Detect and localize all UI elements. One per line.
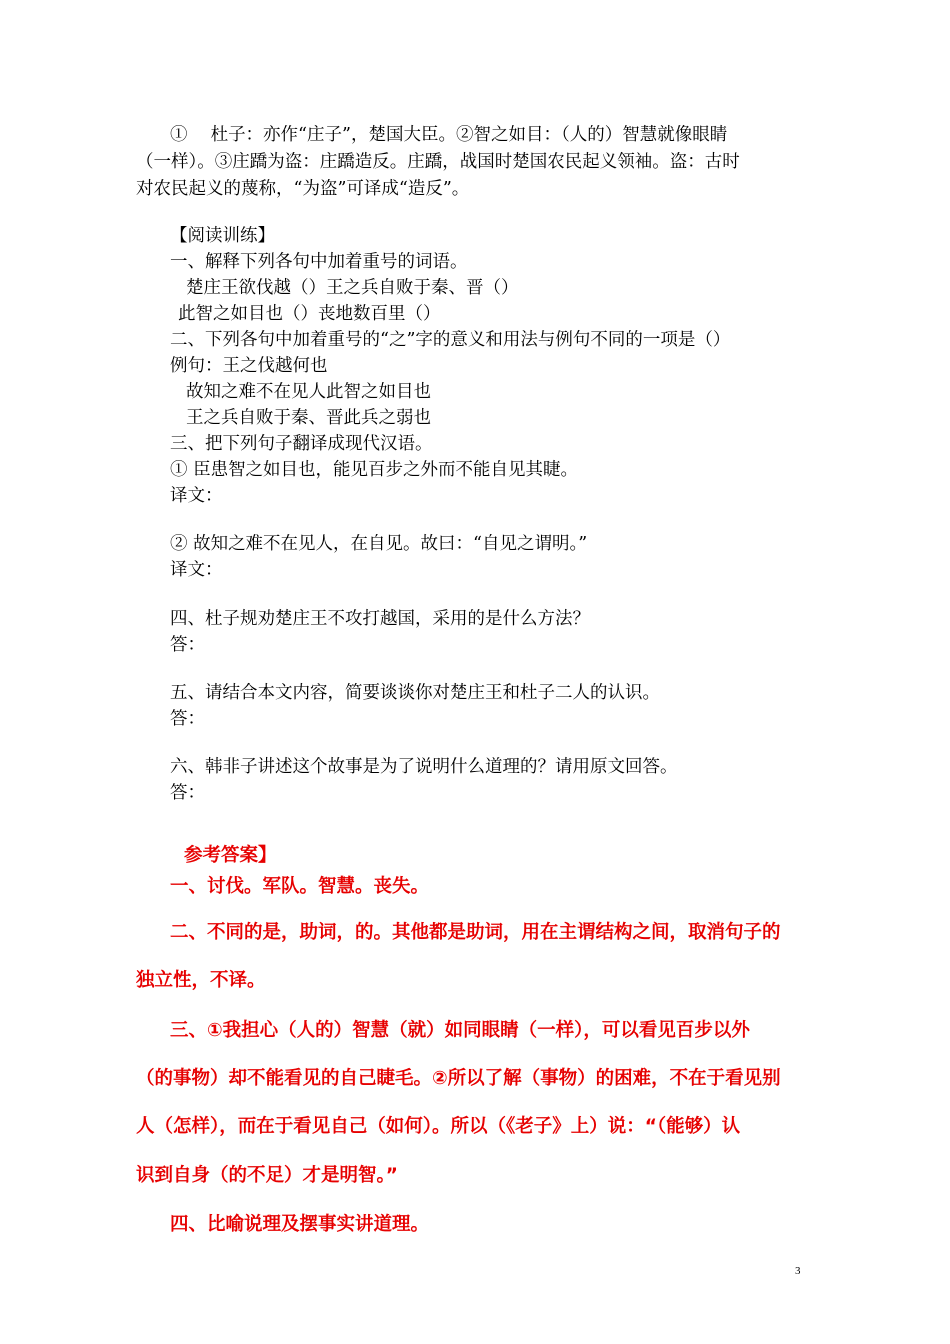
answer-label: 答： (170, 709, 205, 729)
answer-label: 答： (170, 783, 205, 803)
question-6: 六、韩非子讲述这个故事是为了说明什么道理的？请用原文回答。 (170, 757, 678, 777)
note-line-1: ① 杜子：亦作“庄子”，楚国大臣。②智之如目：（人的）智慧就像眼睛 (170, 125, 728, 145)
question-1: 一、解释下列各句中加着重号的词语。 (170, 252, 468, 272)
exercise-heading: 【阅读训练】 (170, 226, 275, 246)
question-3-sentence-1: ① 臣患智之如目也，能见百步之外而不能自见其睫。 (170, 460, 579, 480)
question-2: 二、下列各句中加着重号的“之”字的意义和用法与例句不同的一项是（） (170, 330, 731, 350)
question-2-option: 王之兵自败于秦、晋此兵之弱也 (186, 408, 431, 428)
answers-heading: 参考答案】 (184, 845, 277, 866)
page-number: 3 (795, 1265, 801, 1277)
answer-2-line-1: 二、不同的是，助词，的。其他都是助词，用在主谓结构之间，取消句子的 (170, 922, 781, 943)
answer-3-line-1: 三、①我担心（人的）智慧（就）如同眼睛（一样），可以看见百步以外 (170, 1020, 750, 1041)
question-4: 四、杜子规劝楚庄王不攻打越国，采用的是什么方法？ (170, 609, 590, 629)
question-1-item: 此智之如目也（）丧地数百里（） (178, 304, 441, 324)
answer-3-line-3: 人（怎样），而在于看见自己（如何）。所以（《老子》上）说：“（能够）认 (136, 1116, 741, 1137)
question-2-option: 故知之难不在见人此智之如目也 (186, 382, 431, 402)
answer-4: 四、比喻说理及摆事实讲道理。 (170, 1214, 430, 1235)
answer-2-line-2: 独立性，不译。 (136, 970, 266, 991)
question-3: 三、把下列句子翻译成现代汉语。 (170, 434, 433, 454)
note-line-2: （一样）。③庄蹻为盗：庄蹻造反。庄蹻，战国时楚国农民起义领袖。盗：古时 (136, 152, 740, 172)
translation-label: 译文： (170, 560, 223, 580)
answer-3-line-2: （的事物）却不能看见的自己睫毛。②所以了解（事物）的困难，不在于看见别 (136, 1068, 781, 1089)
translation-label: 译文： (170, 486, 223, 506)
question-5: 五、请结合本文内容，简要谈谈你对楚庄王和杜子二人的认识。 (170, 683, 660, 703)
answer-label: 答： (170, 635, 205, 655)
answer-3-line-4: 识到自身（的不足）才是明智。” (136, 1165, 398, 1186)
answer-1: 一、讨伐。军队。智慧。丧失。 (170, 876, 430, 897)
question-3-sentence-2: ② 故知之难不在见人，在自见。故曰：“自见之谓明。” (170, 534, 588, 554)
question-2-example: 例句：王之伐越何也 (170, 356, 328, 376)
question-1-item: 楚庄王欲伐越（）王之兵自败于秦、晋（） (186, 278, 519, 298)
note-line-3: 对农民起义的蔑称，“为盗”可译成“造反”。 (136, 179, 470, 199)
